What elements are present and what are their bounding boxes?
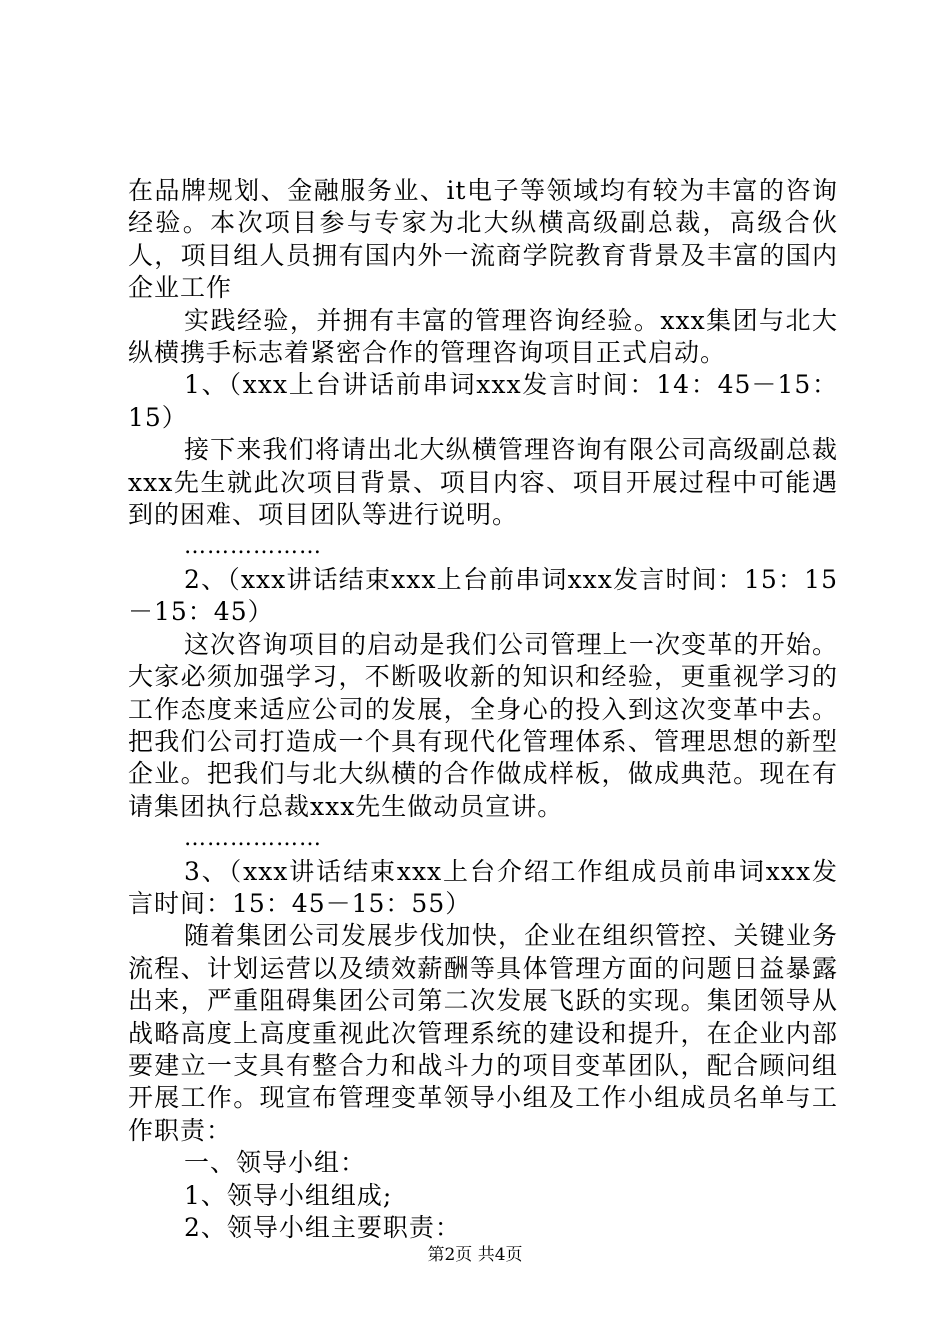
paragraph-11: 一、领导小组：	[184, 1148, 367, 1178]
ellipsis-separator-2: ………………	[184, 826, 322, 852]
paragraph-12: 1、领导小组组成;	[184, 1180, 393, 1210]
paragraph-2: 实践经验，并拥有丰富的管理咨询经验。xxx集团与北大纵横携手标志着紧密合作的管理咨询项目正式启动。	[128, 305, 838, 368]
paragraph-3: 1、（xxx上台讲话前串词xxx发言时间：14：45－15：15）	[128, 370, 838, 432]
paragraph-7: 这次咨询项目的启动是我们公司管理上一次变革的开始。大家必须加强学习，不断吸收新的知识和经验，更重视学习的工作态度来适应公司的发展，全身心的投入到这次变革中去。把我们公司打造成一个具有现代化管理体系、管理思想的新型企业。把我们与北大纵横的合作做成样板，做成典范。现在有请集团执行总裁xxx先生做动员宣讲。	[128, 629, 838, 821]
document-body	[128, 175, 838, 1244]
page-number-footer: 第2页 共4页	[427, 1245, 523, 1265]
paragraph-10: 随着集团公司发展步伐加快，企业在组织管控、关键业务流程、计划运营以及绩效薪酬等具体管理方面的问题日益暴露出来，严重阻碍集团公司第二次发展飞跃的实现。集团领导从战略高度上高度重视此次管理系统的建设和提升，在企业内部要建立一支具有整合力和战斗力的项目变革团队，配合顾问组开展工作。现宣布管理变革领导小组及工作小组成员名单与工作职责：	[128, 921, 838, 1145]
paragraph-1: 在品牌规划、金融服务业、it电子等领域均有较为丰富的咨询经验。本次项目参与专家为北大纵横高级副总裁，高级合伙人，项目组人员拥有国内外一流商学院教育背景及丰富的国内企业工作	[128, 176, 838, 303]
paragraph-4: 接下来我们将请出北大纵横管理咨询有限公司高级副总裁xxx先生就此次项目背景、项目内容、项目开展过程中可能遇到的困难、项目团队等进行说明。	[128, 435, 838, 530]
paragraph-13: 2、领导小组主要职责：	[184, 1213, 461, 1242]
ellipsis-separator-1: ………………	[184, 534, 322, 560]
paragraph-9: 3、（xxx讲话结束xxx上台介绍工作组成员前串词xxx发言时间：15：45－15：55）	[128, 856, 838, 918]
paragraph-6: 2、（xxx讲话结束xxx上台前串词xxx发言时间：15：15－15：45）	[128, 564, 838, 627]
